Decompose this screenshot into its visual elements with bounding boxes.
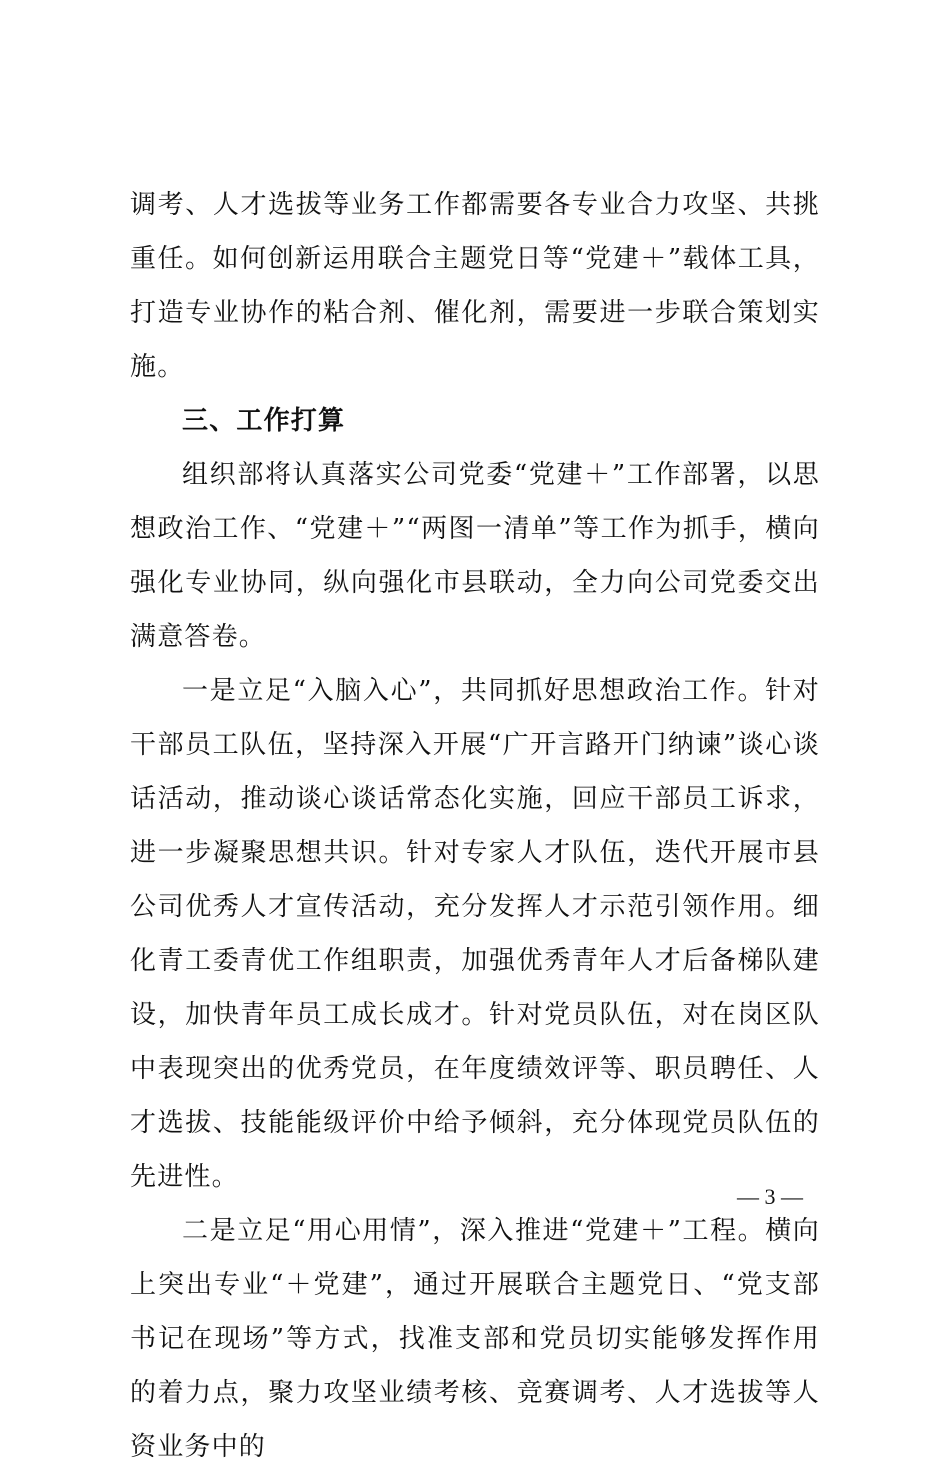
paragraph-point-one: 一是立足“入脑入心”，共同抓好思想政治工作。针对干部员工队伍，坚持深入开展“广开言路开门纳谏”谈心谈话活动，推动谈心谈话常态化实施，回应干部员工诉求，进一步凝聚思想共识。针对专家人才队伍，迭代开展市县公司优秀人才宣传活动，充分发挥人才示范引领作用。细化青工委青优工作组职责，加强优秀青年人才后备梯队建设，加快青年员工成长成才。针对党员队伍，对在岗区队中表现突出的优秀党员，在年度绩效评等、职员聘任、人才选拔、技能能级评价中给予倾斜，充分体现党员队伍的先进性。 (130, 676, 820, 1192)
document-body (130, 178, 820, 1474)
paragraph-continued: 调考、人才选拔等业务工作都需要各专业合力攻坚、共挑重任。如何创新运用联合主题党日等“党建＋”载体工具，打造专业协作的粘合剂、催化剂，需要进一步联合策划实施。 (130, 190, 820, 382)
paragraph-work-plan: 组织部将认真落实公司党委“党建＋”工作部署，以思想政治工作、“党建＋”“两图一清单”等工作为抓手，横向强化专业协同，纵向强化市县联动，全力向公司党委交出满意答卷。 (130, 460, 820, 652)
page-number: — 3 — (737, 1184, 803, 1209)
paragraph-point-two: 二是立足“用心用情”，深入推进“党建＋”工程。横向上突出专业“＋党建”，通过开展联合主题党日、“党支部书记在现场”等方式，找准支部和党员切实能够发挥作用的着力点，聚力攻坚业绩考核、竞赛调考、人才选拔等人资业务中的 (130, 1216, 820, 1462)
section-heading: 三、工作打算 (182, 406, 346, 436)
